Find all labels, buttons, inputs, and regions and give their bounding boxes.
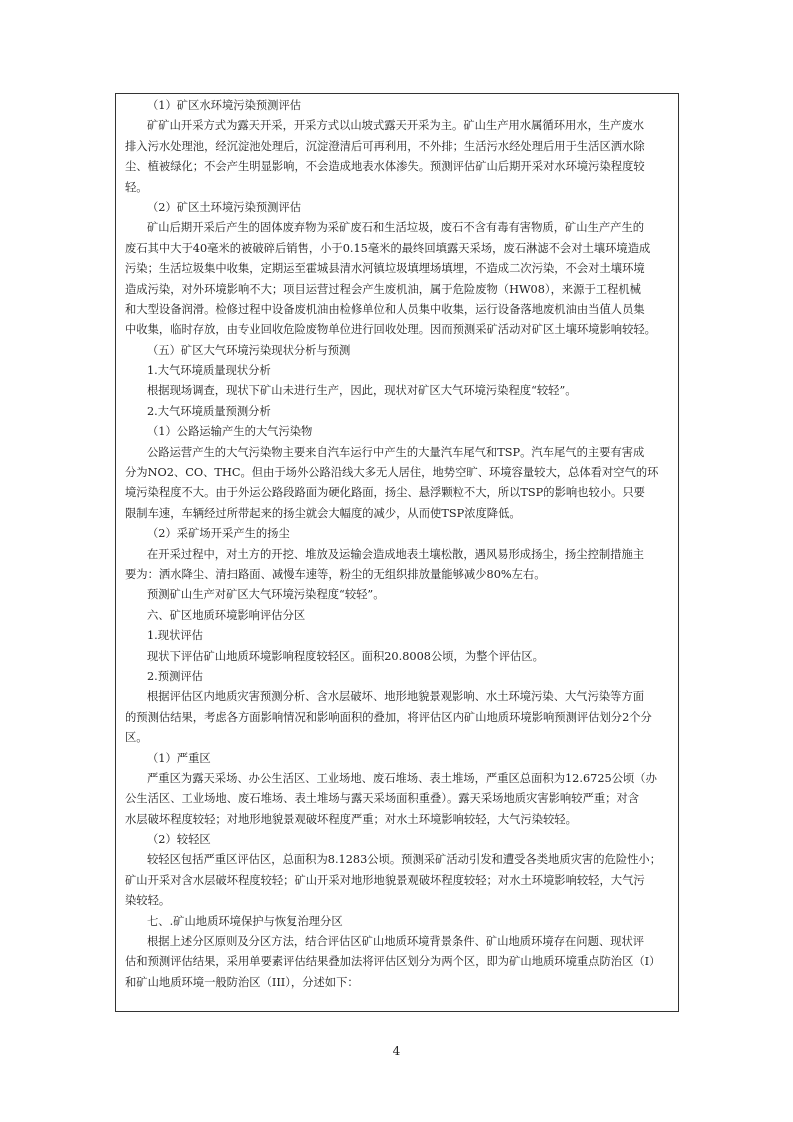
text-line: 七、.矿山地质环境保护与恢复治理分区 [147,914,343,928]
text-line: （1）公路运输产生的大气污染物 [147,425,313,439]
text-line: 的预测估结果，考虑各方面影响情况和影响面积的叠加，将评估区内矿山地质环境影响预测评估划分2个分 [125,710,652,724]
text-line: 区。 [125,731,148,745]
text-line: 分为NO2、CO、THC。但由于场外公路沿线大多无人居住，地势空旷、环境容量较大，总体看对空气的环 [125,466,659,480]
text-line: 2.大气环境质量预测分析 [147,404,271,418]
page-number: 4 [392,1044,401,1058]
text-line: 矿矿山开采方式为露天开采，开采方式以山坡式露天开采为主。矿山生产用水属循环用水，生产废水 [147,119,645,133]
text-line: 严重区为露天采场、办公生活区、工业场地、废石堆场、表土堆场，严重区总面积为12.6725公顷（办 [147,771,657,785]
text-line: 1.大气环境质量现状分析 [147,364,271,378]
text-line: 要为：洒水降尘、清扫路面、减慢车速等，粉尘的无组织排放量能够减少80%左右。 [125,567,546,581]
text-line: 尘、植被绿化；不会产生明显影响，不会造成地表水体渗失。预测评估矿山后期开采对水环境污染程度较 [125,160,645,174]
text-line: 2.预测评估 [147,669,203,683]
text-line: 1.现状评估 [147,629,203,643]
text-line: 在开采过程中，对土方的开挖、堆放及运输会造成地表土壤松散，遇风易形成扬尘，扬尘控制措施主 [147,547,645,561]
text-line: 矿山开采对含水层破坏程度较轻；矿山开采对地形地貌景观破坏程度较轻；对水土环境影响较轻，大气污 [125,873,645,887]
text-line: 根据上述分区原则及分区方法，结合评估区矿山地质环境背景条件、矿山地质环境存在问题、现状评 [147,935,645,949]
text-line: （1）严重区 [147,751,211,765]
text-line: 水层破坏程度较轻；对地形地貌景观破坏程度严重；对水土环境影响较轻，大气污染较轻。 [125,812,577,826]
text-line: 轻。 [125,180,148,194]
text-line: 和矿山地质环境一般防治区（III），分述如下： [125,975,359,989]
text-line: 矿山后期开采后产生的固体废弃物为采矿废石和生活垃圾，废石不含有毒有害物质，矿山生产产生的 [147,221,645,235]
text-line: 废石其中大于40毫米的被破碎后销售，小于0.15毫米的最终回填露天采场，废石淋滤不会对土壤环境造成 [125,241,651,255]
text-line: （2）较轻区 [147,833,211,847]
text-line: （2）矿区土环境污染预测评估 [147,200,302,214]
text-line: 六、矿区地质环境影响评估分区 [147,608,306,622]
text-line: 根据现场调查，现状下矿山未进行生产，因此，现状对矿区大气环境污染程度“较轻”。 [147,384,577,398]
text-line: 较轻区包括严重区评估区，总面积为8.1283公顷。预测采矿活动引发和遭受各类地质灾害的危险性小； [147,853,662,867]
text-line: 染较轻。 [125,894,171,908]
text-line: 境污染程度不大。由于外运公路段路面为硬化路面，扬尘、悬浮颗粒不大，所以TSP的影响也较小。只要 [125,486,645,500]
text-line: 公生活区、工业场地、废石堆场、表土堆场与露天采场面积重叠）。露天采场地质灾害影响较严重；对含 [125,792,640,806]
text-line: （2）采矿场开采产生的扬尘 [147,527,290,541]
text-line: 和大型设备润滑。检修过程中设备废机油由检修单位和人员集中收集，运行设备落地废机油由当值人员集 [125,302,645,316]
text-line: （五）矿区大气环境污染现状分析与预测 [147,343,351,357]
text-line: （1）矿区水环境污染预测评估 [147,99,302,112]
text-line: 预测矿山生产对矿区大气环境污染程度“较轻”。 [147,588,385,602]
text-line: 公路运营产生的大气污染物主要来自汽车运行中产生的大量汽车尾气和TSP。汽车尾气的主要有害成 [147,445,645,459]
text-line: 污染；生活垃圾集中收集，定期运至霍城县清水河镇垃圾填埋场填埋，不造成二次污染，不会对土壤环境 [125,262,645,276]
text-line: 根据评估区内地质灾害预测分析、含水层破坏、地形地貌景观影响、水土环境污染、大气污染等方面 [147,690,645,704]
text-line: 限制车速，车辆经过所带起来的扬尘就会大幅度的减少，从而使TSP浓度降低。 [125,506,521,520]
document-body [125,96,677,993]
text-line: 现状下评估矿山地质环境影响程度较轻区。面积20.8008公顷，为整个评估区。 [147,649,544,663]
text-line: 中收集，临时存放，由专业回收危险废物单位进行回收处理。因而预测采矿活动对矿区土壤环境影响较轻。 [125,323,656,337]
text-line: 排入污水处理池，经沉淀池处理后，沉淀澄清后可再利用，不外排；生活污水经处理后用于生活区洒水除 [125,139,645,153]
text-line: 估和预测评估结果，采用单要素评估结果叠加法将评估区划分为两个区，即为矿山地质环境重点防治区（I） [125,955,661,969]
text-line: 造成污染，对外环境影响不大；项目运营过程会产生废机油，属于危险废物（HW08），来源于工程机械 [125,282,641,296]
